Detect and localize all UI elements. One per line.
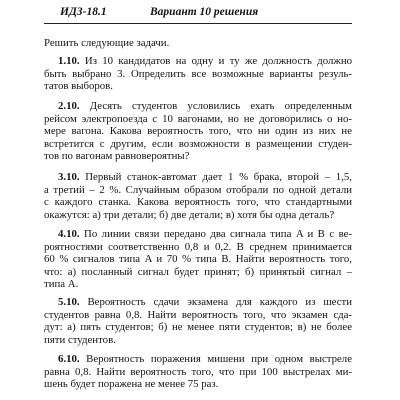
problem-line: 60 % сигналов типа A и 70 % типа B. Найти вероятность того, xyxy=(44,253,352,266)
problem-line: студентов равна 0,8. Найти вероятность того, что экзамен сда- xyxy=(44,308,352,321)
problem-line: 1.10. Из 10 кандидатов на одну и ту же должность должно xyxy=(58,55,352,67)
problem-number: 3.10. xyxy=(58,171,80,183)
problem-line: 6.10. Вероятность поражения мишени при одном выстреле xyxy=(58,353,352,365)
problem-5 xyxy=(44,296,352,346)
problem-line: равна 0,8. Найти вероятность того, что при 100 выстрелах ми- xyxy=(44,365,352,378)
problem-line: окажутся: а) три детали; б) две детали; в) хотя бы одна деталь? xyxy=(44,208,335,221)
problem-1 xyxy=(44,55,352,93)
problem-line: быть выбрано 3. Определить все возможные варианты резуль- xyxy=(44,67,352,80)
problem-6 xyxy=(44,353,352,391)
problem-line: роятностями соответственно 0,8 и 0,2. В среднем принимается xyxy=(44,240,352,253)
problem-line: типа A. xyxy=(44,278,79,291)
problem-line: тов по вагонам равновероятны? xyxy=(44,150,190,163)
problem-line: встретится с другим, если возможности в размещении студен- xyxy=(44,137,352,150)
problem-number: 4.10. xyxy=(58,228,80,240)
problem-line: рейсом электропоезда с 10 вагонами, но не договорились о но- xyxy=(44,112,352,125)
problem-line: мере вагона. Какова вероятность того, что ни один из них не xyxy=(44,125,352,138)
problem-line: дут: а) пять студентов; б) не менее пяти студентов; в) не более xyxy=(44,321,352,334)
problem-number: 5.10. xyxy=(58,296,80,308)
problem-line: 3.10. Первый станок-автомат дает 1 % брака, второй – 1,5, xyxy=(58,171,352,183)
header-rule xyxy=(44,23,352,24)
intro-text: Решить следующие задачи. xyxy=(44,37,170,49)
problem-line: 4.10. По линии связи передано два сигнала типа A и B с ве- xyxy=(58,228,352,240)
problem-line: шень будет поражена не менее 75 раз. xyxy=(44,378,219,391)
problem-line: а третий – 2 %. Случайным образом отобрали по одной детали xyxy=(44,183,352,196)
problem-line: что: а) посланный сигнал будет принят; б) принятый сигнал – xyxy=(44,265,352,278)
problem-number: 1.10. xyxy=(58,55,80,67)
header-variant: Вариант 10 решения xyxy=(150,6,259,18)
problem-3 xyxy=(44,171,352,221)
problem-2 xyxy=(44,100,352,163)
problem-number: 2.10. xyxy=(58,100,80,112)
header-code: ИДЗ-18.1 xyxy=(60,6,107,18)
problem-line: пяти студентов. xyxy=(44,333,116,346)
problem-line: татов выборов. xyxy=(44,80,113,93)
problem-line: с каждого станка. Какова вероятность того, что стандартными xyxy=(44,196,352,209)
problem-number: 6.10. xyxy=(58,353,80,365)
problem-line: 2.10. Десять студентов условились ехать определенным xyxy=(58,100,352,112)
problem-line: 5.10. Вероятность сдачи экзамена для каждого из шести xyxy=(58,296,352,308)
problem-4 xyxy=(44,228,352,291)
